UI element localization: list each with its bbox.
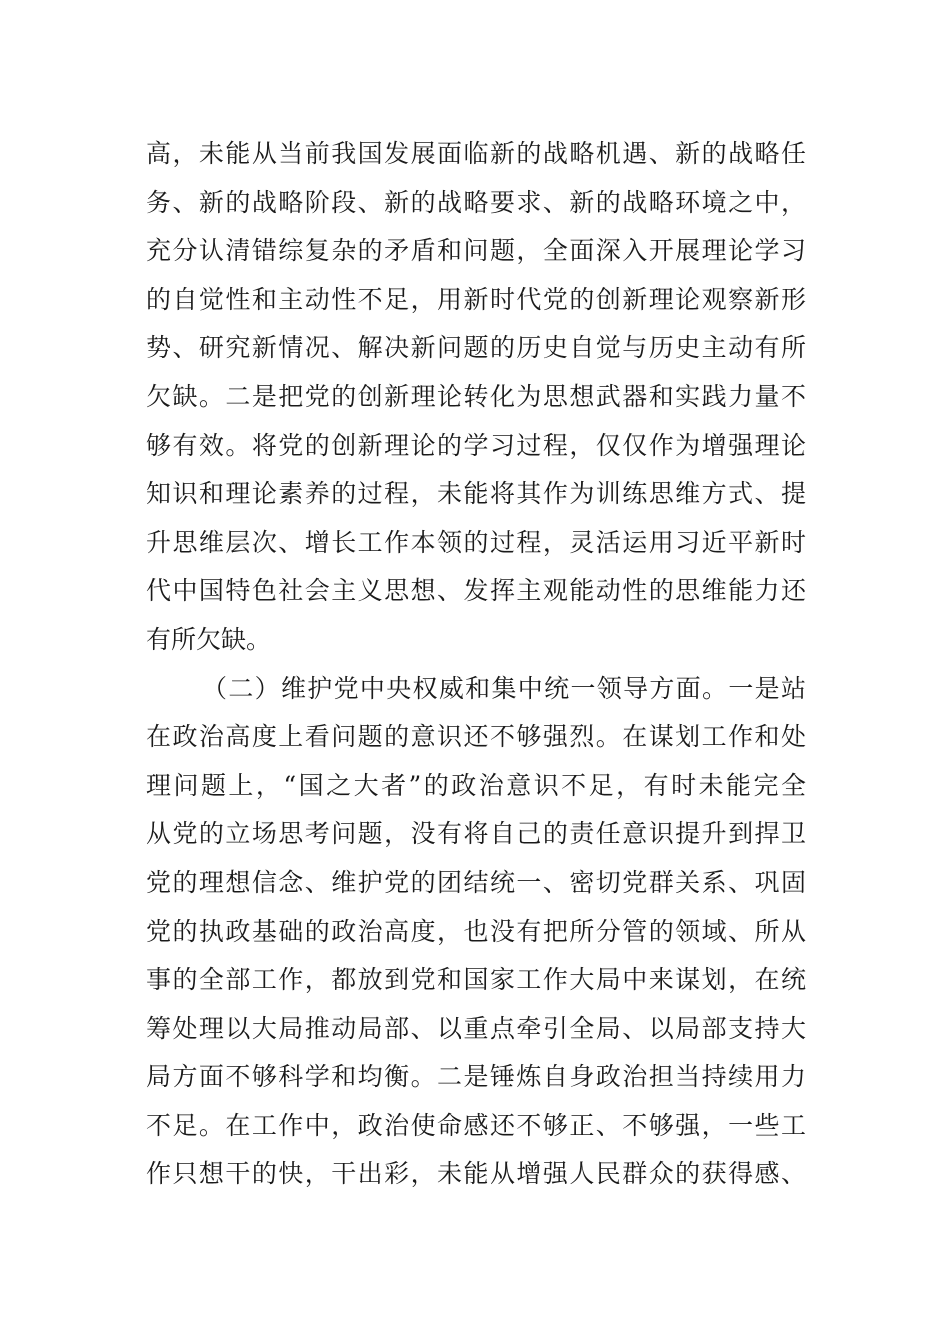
text-line: 务、新的战略阶段、新的战略要求、新的战略环境之中， xyxy=(146,187,806,217)
text-line: 作只想干的快，干出彩，未能从增强人民群众的获得感、 xyxy=(146,1159,806,1189)
text-line: 事的全部工作，都放到党和国家工作大局中来谋划，在统 xyxy=(146,965,806,995)
text-line: 势、研究新情况、解决新问题的历史自觉与历史主动有所 xyxy=(146,333,806,363)
text-line: 欠缺。二是把党的创新理论转化为思想武器和实践力量不 xyxy=(146,381,806,411)
text-line: 升思维层次、增长工作本领的过程，灵活运用习近平新时 xyxy=(146,527,806,557)
text-line: 在政治高度上看问题的意识还不够强烈。在谋划工作和处 xyxy=(146,722,806,752)
text-line: 的自觉性和主动性不足，用新时代党的创新理论观察新形 xyxy=(146,284,806,314)
paragraph-1 xyxy=(146,130,806,665)
text-line: 党的理想信念、维护党的团结统一、密切党群关系、巩固 xyxy=(146,867,806,897)
text-line: 代中国特色社会主义思想、发挥主观能动性的思维能力还 xyxy=(146,576,806,606)
text-line: 党的执政基础的政治高度，也没有把所分管的领域、所从 xyxy=(146,916,806,946)
text-line: 理问题上，“国之大者”的政治意识不足，有时未能完全 xyxy=(146,770,806,800)
text-line: 充分认清错综复杂的矛盾和问题，全面深入开展理论学习 xyxy=(146,236,806,266)
text-line: 高，未能从当前我国发展面临新的战略机遇、新的战略任 xyxy=(146,139,806,168)
text-line: 局方面不够科学和均衡。二是锤炼自身政治担当持续用力 xyxy=(146,1062,806,1092)
text-line: 知识和理论素养的过程，未能将其作为训练思维方式、提 xyxy=(146,479,806,509)
text-line: （二）维护党中央权威和集中统一领导方面。一是站 xyxy=(202,673,806,703)
document-body xyxy=(146,130,806,1199)
text-line: 不足。在工作中，政治使命感还不够正、不够强，一些工 xyxy=(146,1110,806,1140)
text-line: 够有效。将党的创新理论的学习过程，仅仅作为增强理论 xyxy=(146,430,806,460)
text-line: 有所欠缺。 xyxy=(146,624,272,654)
text-line: 筹处理以大局推动局部、以重点牵引全局、以局部支持大 xyxy=(146,1013,806,1043)
text-line: 从党的立场思考问题，没有将自己的责任意识提升到捍卫 xyxy=(146,819,806,849)
paragraph-2 xyxy=(146,665,806,1200)
